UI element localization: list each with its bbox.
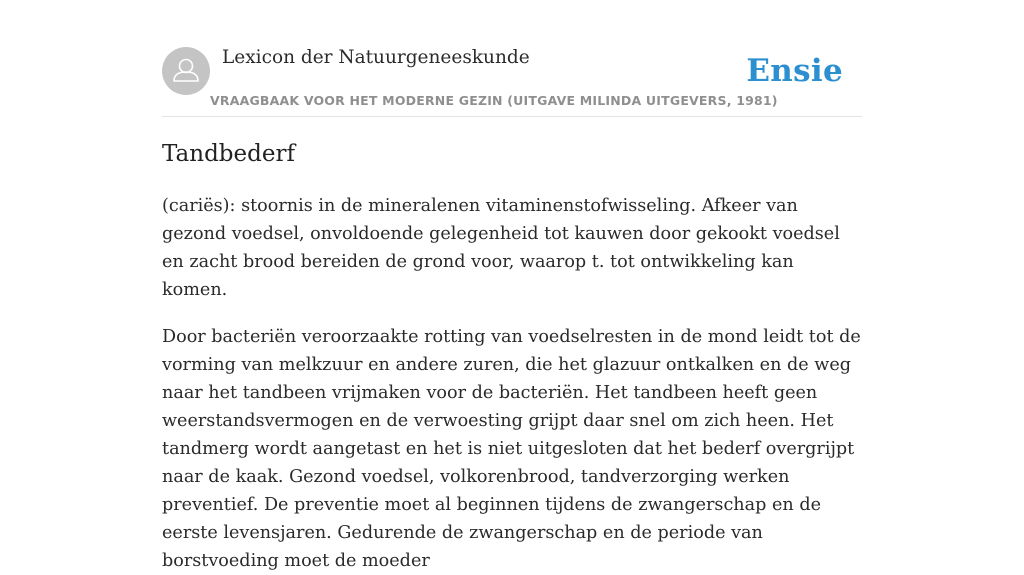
avatar[interactable] [162, 47, 210, 95]
book-title[interactable]: Lexicon der Natuurgeneeskunde [222, 47, 530, 68]
article-title: Tandbederf [162, 141, 295, 167]
ensie-logo[interactable]: Ensie [746, 53, 843, 89]
article [162, 138, 864, 575]
article-paragraph: (cariës): stoornis in de mineralenen vitaminenstofwisseling. Afkeer van gezond voedsel, onvoldoende gelegenheid tot kauwen door gekookt voedsel en zacht brood bereiden de grond voor, waarop t. tot ontwikkeling kan komen. [162, 196, 840, 300]
book-subtitle: VRAAGBAAK VOOR HET MODERNE GEZIN (UITGAVE MILINDA UITGEVERS, 1981) [210, 93, 778, 108]
user-icon [162, 47, 210, 95]
header [162, 46, 862, 117]
article-paragraph: Door bacteriën veroorzaakte rotting van voedselresten in de mond leidt tot de vorming van melkzuur en andere zuren, die het glazuur ontkalken en de weg naar het tandbeen vrijmaken voor de bacteriën. Het tandbeen heeft geen weerstandsvermogen en de verwoesting grijpt daar snel om zich heen. Het tandmerg wordt aangetast en het is niet uitgesloten dat het bederf overgrijpt naar de kaak. Gezond voedsel, volkorenbrood, tandverzorging werken preventief. De preventie moet al beginnen tijdens de zwangerschap en de eerste levensjaren. Gedurende de zwangerschap en de periode van borstvoeding moet de moeder [162, 327, 861, 571]
